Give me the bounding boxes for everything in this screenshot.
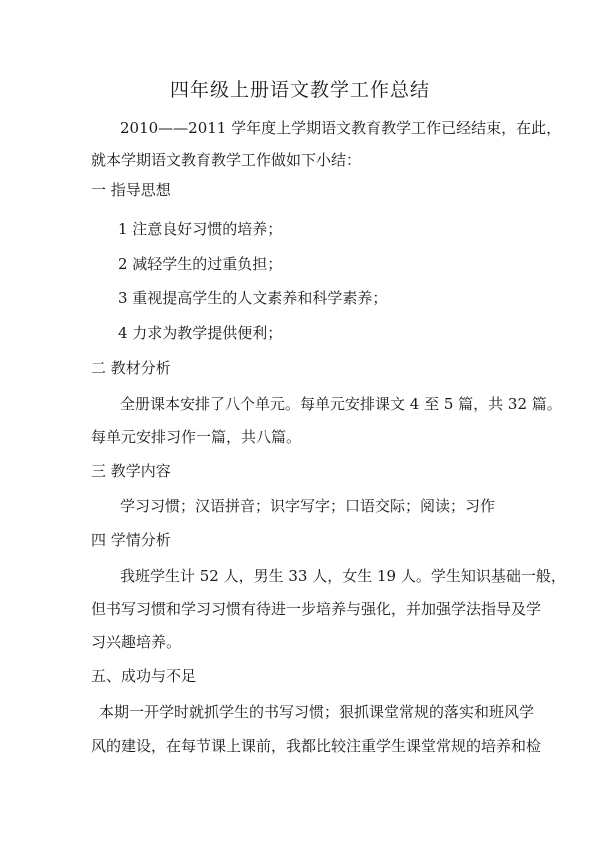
student-analysis-line-3: 习兴趣培养。 [91, 633, 182, 651]
intro-line-1: 2010——2011 学年度上学期语文教育教学工作已经结束，在此， [120, 119, 562, 137]
guiding-item-3: 3 重视提高学生的人文素养和科学素养； [118, 289, 388, 307]
section-heading-guiding-thought: 一 指导思想 [91, 181, 171, 199]
section-heading-teaching-content: 三 教学内容 [91, 462, 171, 480]
student-analysis-line-1: 我班学生计 52 人，男生 33 人，女生 19 人。学生知识基础一般， [120, 567, 566, 585]
success-shortcomings-line-1: 本期一开学时就抓学生的书写习惯；狠抓课堂常规的落实和班风学 [99, 703, 535, 721]
guiding-item-2: 2 减轻学生的过重负担； [118, 255, 283, 273]
student-analysis-line-2: 但书写习惯和学习习惯有待进一步培养与强化，并加强学法指导及学 [91, 600, 542, 618]
document-title: 四年级上册语文教学工作总结 [169, 79, 430, 101]
textbook-analysis-line-2: 每单元安排习作一篇，共八篇。 [91, 428, 302, 446]
textbook-analysis-line-1: 全册课本安排了八个单元。每单元安排课文 4 至 5 篇，共 32 篇。 [120, 395, 562, 413]
section-heading-success-and-shortcomings: 五、成功与不足 [91, 667, 197, 685]
section-heading-textbook-analysis: 二 教材分析 [91, 359, 171, 377]
guiding-item-1: 1 注意良好习惯的培养； [118, 220, 283, 238]
intro-line-2: 就本学期语文教育教学工作做如下小结： [91, 151, 362, 169]
teaching-content-line-1: 学习习惯；汉语拼音；识字写字；口语交际；阅读；习作 [120, 497, 496, 515]
guiding-item-4: 4 力求为教学提供便利； [118, 324, 283, 342]
success-shortcomings-line-2: 风的建设，在每节课上课前，我都比较注重学生课堂常规的培养和检 [91, 737, 542, 755]
section-heading-student-analysis: 四 学情分析 [91, 531, 171, 549]
